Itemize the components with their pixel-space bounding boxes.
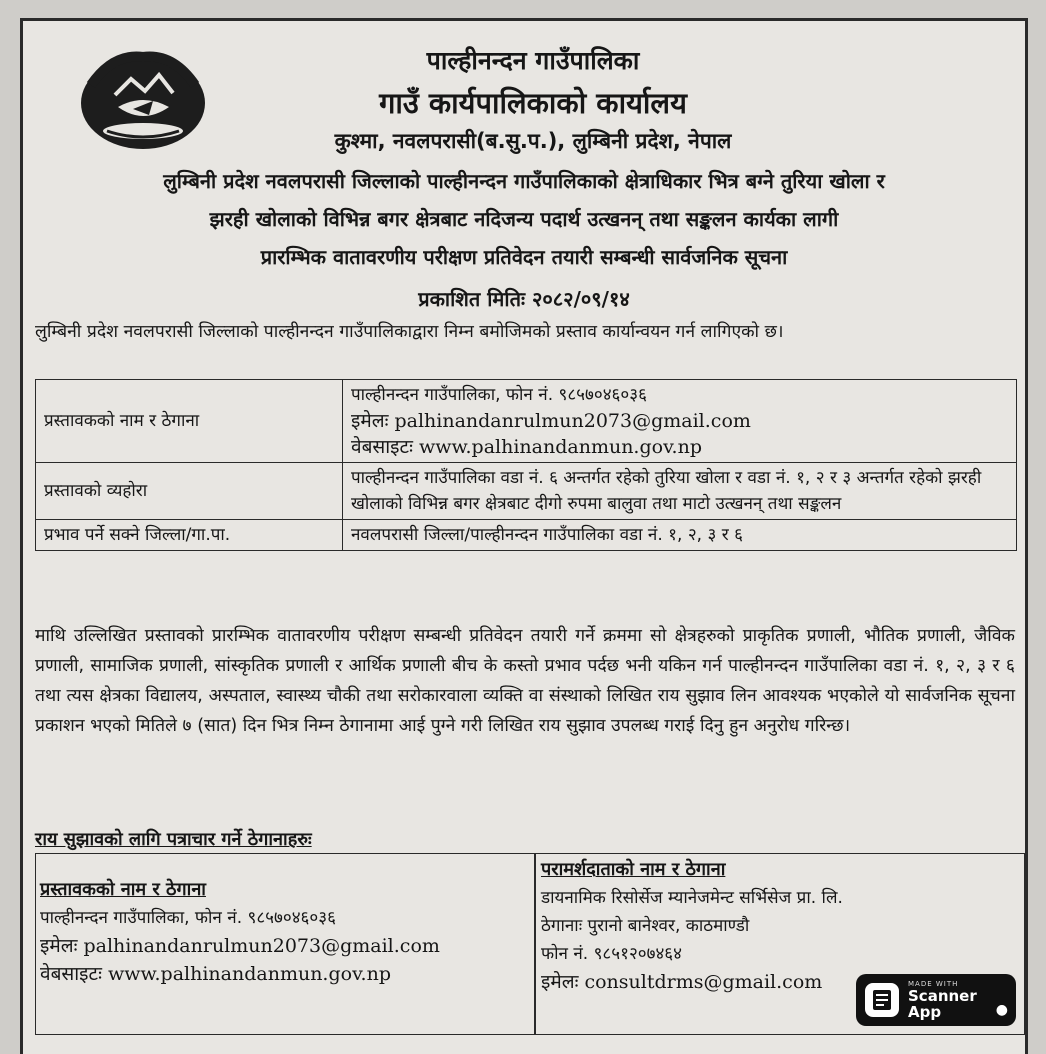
municipality-name: पाल्हीनन्दन गाउँपालिका (426, 46, 640, 75)
consultant-name: डायनामिक रिसोर्सेज म्यानेजमेन्ट सर्भिसेज प्रा. लि. (541, 888, 843, 908)
notice-page (20, 18, 1028, 1054)
proposal-text: पाल्हीनन्दन गाउँपालिका वडा नं. ६ अन्तर्गत रहेको तुरिया खोला र वडा नं. १, २ र ३ अन्तर्गत रहेको झरही खोलाको विभिन्न बगर क्षेत्रबाट दीगो रुपमा बालुवा तथा माटो उत्खनन् तथा सङ्कलन (343, 463, 1017, 520)
proposer-address-column (40, 876, 440, 988)
proposer-phone: पाल्हीनन्दन गाउँपालिका, फोन नं. ९८५७०४६०३६ (351, 385, 647, 405)
badge-small-text: MADE WITH (908, 980, 959, 988)
consultant-email: इमेलः consultdrms@gmail.com (541, 971, 823, 993)
consultant-phone: फोन नं. ९८५१२०७४६४ (541, 944, 682, 964)
proposer-email: इमेलः palhinandanrulmun2073@gmail.com (351, 410, 751, 432)
proposer-address-phone: पाल्हीनन्दन गाउँपालिका, फोन नं. ९८५७०४६०३६ (40, 908, 336, 928)
proposer-details (343, 380, 1017, 463)
subject-line-2: झरही खोलाको विभिन्न बगर क्षेत्रबाट नदिजन्य पदार्थ उत्खनन् तथा सङ्कलन कार्यका लागी (209, 207, 839, 231)
consultant-title: परामर्शदाताको नाम र ठेगाना (541, 859, 726, 880)
proposer-address-email: इमेलः palhinandanrulmun2073@gmail.com (40, 935, 440, 957)
intro-paragraph: लुम्बिनी प्रदेश नवलपरासी जिल्लाको पाल्हीनन्दन गाउँपालिकाद्वारा निम्न बमोजिमको प्रस्ताव कार्यान्वयन गर्न लागिएको छ। (35, 322, 784, 342)
badge-line-2: App (908, 1003, 942, 1021)
consultant-address: ठेगानाः पुरानो बानेश्वर, काठमाण्डौ (541, 916, 750, 936)
apple-icon: ● (995, 1002, 1008, 1018)
published-date: प्रकाशित मितिः २०८२/०९/१४ (418, 287, 630, 311)
proposer-address-title: प्रस्तावकको नाम र ठेगाना (40, 879, 206, 900)
body-paragraph: माथि उल्लिखित प्रस्तावको प्रारम्भिक वातावरणीय परीक्षण सम्बन्धी प्रतिवेदन तयारी गर्ने क्रममा सो क्षेत्रहरुको प्राकृतिक प्रणाली, भौतिक प्रणाली, जैविक प्रणाली, सामाजिक प्रणाली, सांस्कृतिक प्रणाली र आर्थिक प्रणाली बीच के कस्तो प्रभाव पर्दछ भनी यकिन गर्न पाल्हीनन्दन गाउँपालिका वडा नं. १, २, ३ र ६ तथा त्यस क्षेत्रका विद्यालय, अस्पताल, स्वास्थ्य चौकी तथा सरोकारवाला व्यक्ति वा संस्थाको लिखित राय सुझाव लिन आवश्यक भएकोले यो सार्वजनिक सूचना प्रकाशन भएको मितिले ७ (सात) दिन भित्र निम्न ठेगानामा आई पुग्ने गरी लिखित राय सुझाव उपलब्ध गराई दिनु हुन अनुरोध गरिन्छ। (35, 626, 1015, 736)
consultant-address-column (541, 856, 843, 996)
proposer-label: प्रस्तावकको नाम र ठेगाना (36, 380, 343, 463)
office-name: गाउँ कार्यपालिकाको कार्यालय (379, 86, 687, 120)
proposal-label: प्रस्तावको व्यहोरा (36, 463, 343, 520)
office-address: कुश्मा, नवलपरासी(ब.सु.प.), लुम्बिनी प्रदेश, नेपाल (334, 129, 732, 153)
subject-line-1: लुम्बिनी प्रदेश नवलपरासी जिल्लाको पाल्हीनन्दन गाउँपालिकाको क्षेत्राधिकार भित्र बग्ने तुरिया खोला र (163, 169, 885, 193)
scanner-app-icon (864, 982, 900, 1018)
proposer-website: वेबसाइटः www.palhinandanmun.gov.np (351, 436, 702, 458)
table-row (36, 463, 1017, 520)
scanner-app-badge (856, 974, 1016, 1026)
proposer-address-website: वेबसाइटः www.palhinandanmun.gov.np (40, 963, 391, 985)
addresses-heading: राय सुझावको लागि पत्राचार गर्ने ठेगानाहरुः (35, 829, 312, 850)
proposal-table (35, 379, 1017, 551)
badge-line-1: Scanner (908, 987, 977, 1005)
column-divider (534, 854, 536, 1034)
badge-title (908, 988, 977, 1020)
table-row (36, 380, 1017, 463)
affected-area-label: प्रभाव पर्ने सक्ने जिल्ला/गा.पा. (36, 520, 343, 551)
affected-area-text: नवलपरासी जिल्ला/पाल्हीनन्दन गाउँपालिका वडा नं. १, २, ३ र ६ (343, 520, 1017, 551)
subject-line-3: प्रारम्भिक वातावरणीय परीक्षण प्रतिवेदन तयारी सम्बन्धी सार्वजनिक सूचना (260, 245, 788, 269)
table-row (36, 520, 1017, 551)
